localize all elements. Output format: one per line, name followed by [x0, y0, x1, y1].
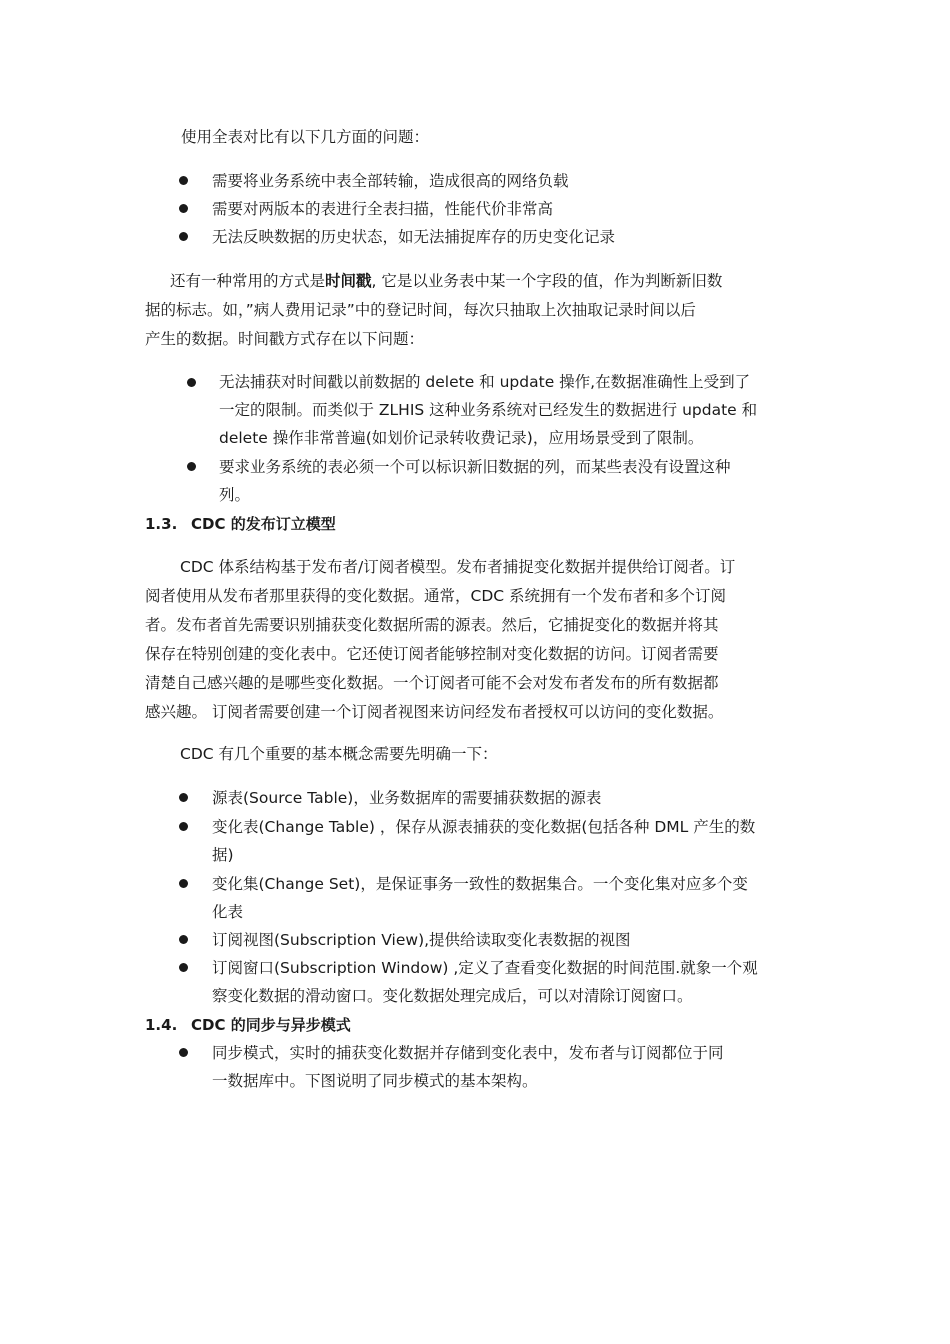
concepts-paragraph: CDC 有几个重要的基本概念需要先明确一下：	[180, 745, 498, 763]
list-item-continuation: 据)	[212, 846, 234, 864]
list-item: 订阅视图(Subscription View),提供给读取变化表数据的视图	[212, 931, 631, 949]
cdc-paragraph-line: 阅者使用从发布者那里获得的变化数据。通常，CDC 系统拥有一个发布者和多个订阅	[145, 587, 727, 605]
section-title: CDC 的发布订立模型	[191, 515, 336, 533]
bullet-icon	[187, 462, 196, 471]
list-item: 无法反映数据的历史状态，如无法捕捉库存的历史变化记录	[212, 228, 616, 246]
section-number: 1.4.	[145, 1016, 178, 1034]
list-item: 需要将业务系统中表全部转输，造成很高的网络负载	[212, 172, 569, 190]
bold-term: 时间戳	[325, 272, 372, 290]
section-heading	[145, 1015, 351, 1035]
bullet-icon	[179, 963, 188, 972]
list-item: 无法捕获对时间戳以前数据的 delete 和 update 操作,在数据准确性上受到了	[219, 373, 751, 391]
timestamp-paragraph-line: 产生的数据。时间戳方式存在以下问题：	[145, 330, 425, 348]
cdc-paragraph-line: CDC 体系结构基于发布者/订阅者模型。发布者捕捉变化数据并提供给订阅者。订	[180, 558, 736, 576]
bullet-icon	[179, 1048, 188, 1057]
list-item-continuation: 一数据库中。下图说明了同步模式的基本架构。	[212, 1072, 538, 1090]
cdc-paragraph-line: 者。发布者首先需要识别捕获变化数据所需的源表。然后，它捕捉变化的数据并将其	[145, 616, 719, 634]
cdc-paragraph-line: 保存在特别创建的变化表中。它还使订阅者能够控制对变化数据的访问。订阅者需要	[145, 645, 719, 663]
list-item: 同步模式，实时的捕获变化数据并存储到变化表中，发布者与订阅都位于同	[212, 1044, 724, 1062]
list-item: 订阅窗口(Subscription Window) ,定义了查看变化数据的时间范围.就象一个观	[212, 959, 758, 977]
section-heading	[145, 514, 336, 534]
cdc-paragraph-line: 感兴趣。 订阅者需要创建一个订阅者视图来访问经发布者授权可以访问的变化数据。	[145, 703, 724, 721]
bullet-icon	[179, 879, 188, 888]
list-item-continuation: 列。	[219, 486, 251, 504]
bullet-icon	[179, 204, 188, 213]
list-item-continuation: 察变化数据的滑动窗口。变化数据处理完成后，可以对清除订阅窗口。	[212, 987, 693, 1005]
list-item: 需要对两版本的表进行全表扫描，性能代价非常高	[212, 200, 554, 218]
bullet-icon	[179, 232, 188, 241]
list-item-continuation: delete 操作非常普遍(如划价记录转收费记录)，应用场景受到了限制。	[219, 429, 704, 447]
section-title: CDC 的同步与异步模式	[191, 1016, 351, 1034]
list-item: 要求业务系统的表必须一个可以标识新旧数据的列，而某些表没有设置这种	[219, 458, 731, 476]
bullet-icon	[179, 176, 188, 185]
timestamp-paragraph-line: 据的标志。如，”病人费用记录”中的登记时间，每次只抽取上次抽取记录时间以后	[145, 301, 696, 319]
bullet-icon	[179, 793, 188, 802]
list-item: 源表(Source Table)，业务数据库的需要捕获数据的源表	[212, 789, 602, 807]
list-item: 变化集(Change Set)，是保证事务一致性的数据集合。一个变化集对应多个变	[212, 875, 748, 893]
list-item-continuation: 化表	[212, 903, 244, 921]
section-number: 1.3.	[145, 515, 178, 533]
cdc-paragraph-line: 清楚自己感兴趣的是哪些变化数据。一个订阅者可能不会对发布者发布的所有数据都	[145, 674, 719, 692]
list-item-continuation: 一定的限制。而类似于 ZLHIS 这种业务系统对已经发生的数据进行 update 和	[219, 401, 758, 419]
bullet-icon	[187, 378, 196, 387]
bullet-icon	[179, 935, 188, 944]
timestamp-paragraph-line: 还有一种常用的方式是时间戳, 它是以业务表中某一个字段的值，作为判断新旧数	[170, 272, 723, 290]
intro-paragraph: 使用全表对比有以下几方面的问题：	[181, 128, 430, 146]
bullet-icon	[179, 822, 188, 831]
list-item: 变化表(Change Table) ，保存从源表捕获的变化数据(包括各种 DML 产生的数	[212, 818, 756, 836]
